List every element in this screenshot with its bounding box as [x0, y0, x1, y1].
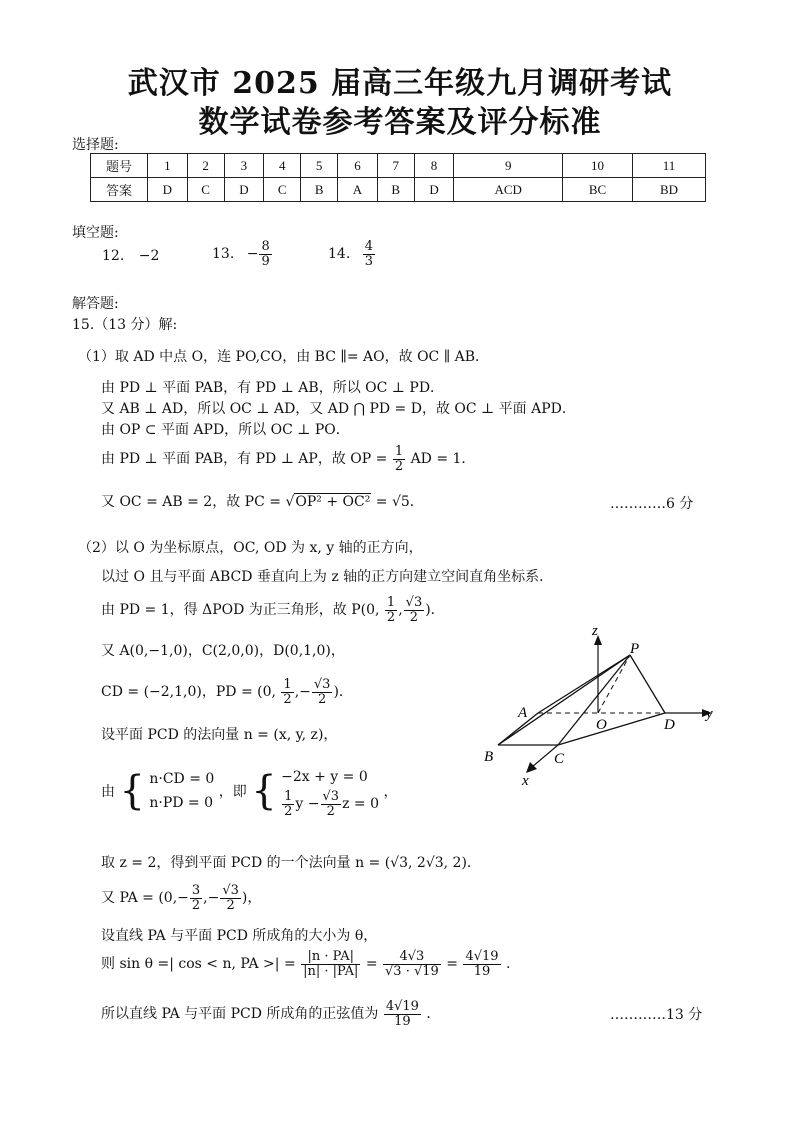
fraction-denominator: √3 · √19: [385, 963, 439, 979]
left-brace: {: [251, 768, 277, 815]
question-number: 13.: [212, 246, 235, 263]
fraction-numerator: 4√3: [383, 950, 441, 965]
text-segment: CD = (−2,1,0)，PD = (0,: [101, 684, 276, 701]
text-segment: ．: [426, 1006, 441, 1023]
fraction-denominator: 2: [326, 803, 335, 819]
figure-label-b: B: [484, 749, 494, 765]
system-b: [281, 764, 379, 818]
answer-cell: D: [148, 178, 188, 202]
fill-section-label: 填空题:: [72, 225, 119, 241]
answer-table: [90, 153, 706, 202]
answer-cell: C: [187, 178, 224, 202]
text-segment: 所以直线 PA 与平面 PCD 所成角的正弦值为: [101, 1006, 379, 1023]
fraction-numerator: 4: [364, 239, 373, 254]
fraction-denominator: 2: [386, 609, 396, 625]
text-segment: )．: [333, 684, 353, 701]
fraction: [383, 950, 441, 978]
fraction: [385, 596, 397, 624]
fraction: [281, 678, 293, 706]
fraction-numerator: √3: [222, 883, 239, 898]
fill-answer-13: [212, 240, 273, 268]
fraction-numerator: 4√19: [385, 999, 419, 1014]
answer-cell: D: [414, 178, 454, 202]
part2-line: [101, 884, 261, 912]
answer-cell: A: [338, 178, 378, 202]
part1-line: 由 OP ⊂ 平面 APD，所以 OC ⊥ PO．: [101, 422, 350, 438]
question-number: 12.: [102, 248, 125, 264]
choice-section-label: 选择题:: [72, 137, 119, 153]
question-cell: 3: [224, 154, 264, 178]
part1-line: [101, 445, 475, 473]
equation-system: [101, 764, 397, 818]
figure-label-x: x: [522, 773, 529, 789]
equals-sign: =: [365, 956, 378, 973]
fraction: [463, 950, 500, 978]
fraction-denominator: 9: [261, 253, 270, 269]
text-segment: 又 OC = AB = 2，故 PC =: [101, 494, 281, 510]
system-a: [149, 767, 214, 815]
table-row: [91, 178, 706, 202]
figure-label-z: z: [592, 623, 598, 639]
part2-line: 取 z = 2，得到平面 PCD 的一个法向量 n = (√3, 2√3, 2)．: [101, 855, 481, 871]
radical-sign: √: [285, 494, 295, 510]
equation: n·CD = 0: [149, 771, 215, 788]
text-segment: 则 sin θ =| cos < n, PA >| =: [101, 956, 296, 973]
answer-fraction: [259, 240, 271, 268]
text-segment: AD = 1．: [410, 451, 476, 468]
part2-line: 设平面 PCD 的法向量 n = (x, y, z)，: [101, 727, 338, 743]
part2-line: 设直线 PA 与平面 PCD 所成角的大小为 θ，: [101, 928, 378, 944]
text-segment: = √5．: [375, 494, 424, 510]
fraction: [393, 445, 405, 473]
fraction-numerator: √3: [322, 789, 340, 804]
part1-line: 又 AB ⊥ AD，所以 OC ⊥ AD，又 AD ⋂ PD = D，故 OC ⊥ 平面 APD．: [101, 401, 576, 417]
figure-label-y: y: [706, 706, 713, 722]
text-segment: )，: [241, 890, 262, 907]
fraction-denominator: |n| · |PA|: [303, 963, 359, 979]
fraction: [384, 1000, 421, 1028]
answer-cell: D: [224, 178, 264, 202]
part2-line: （2）以 O 为坐标原点，OC, OD 为 x, y 轴的正方向，: [78, 540, 423, 556]
question-cell: 5: [301, 154, 338, 178]
fraction: [321, 790, 342, 818]
equation: [281, 790, 379, 818]
fraction-numerator: 1: [386, 595, 396, 610]
answer-cell: C: [264, 178, 301, 202]
fraction: [404, 596, 425, 624]
part2-line: [101, 678, 353, 706]
table-row: [91, 154, 706, 178]
part2-line: [101, 596, 445, 624]
answer-cell: BD: [633, 178, 706, 202]
geometry-figure: [470, 615, 730, 790]
fraction-numerator: 1: [394, 444, 404, 459]
fraction: [301, 950, 360, 978]
text-segment: ，即: [218, 784, 247, 801]
fraction-denominator: 3: [364, 253, 373, 269]
part1-line: [101, 491, 424, 511]
score-marker: …………6 分: [610, 496, 694, 512]
fraction-denominator: 19: [473, 963, 491, 979]
question-cell: 9: [454, 154, 563, 178]
fill-answer-12: [102, 248, 159, 264]
question-cell: 1: [148, 154, 188, 178]
edge-pd: [630, 655, 665, 713]
fraction-denominator: 2: [318, 691, 327, 707]
page-subtitle: 数学试卷参考答案及评分标准: [198, 105, 602, 140]
table-header-cell: 答案: [91, 178, 148, 202]
question-cell: 8: [414, 154, 454, 178]
fraction-denominator: 2: [409, 609, 419, 625]
fraction-denominator: 19: [394, 1013, 411, 1029]
equation: n·PD = 0: [149, 795, 214, 812]
equation: −2x + y = 0: [281, 769, 368, 785]
text-segment: .: [506, 956, 511, 973]
question-cell: 6: [338, 154, 378, 178]
part2-line: [101, 950, 510, 978]
question-cell: 4: [264, 154, 301, 178]
text-segment: z = 0: [342, 796, 379, 813]
hidden-edge-po: [598, 655, 630, 713]
text-segment: ,−: [294, 684, 311, 701]
fraction-denominator: 2: [191, 897, 201, 913]
answer-cell: BC: [563, 178, 633, 202]
question-cell: 7: [377, 154, 414, 178]
edge-cd: [558, 713, 665, 745]
score-marker: …………13 分: [610, 1007, 703, 1023]
left-brace: {: [119, 768, 145, 815]
equals-sign: =: [446, 956, 458, 973]
answer-fraction: [363, 240, 375, 268]
fraction-denominator: 2: [284, 803, 293, 819]
text-segment: ,−: [203, 890, 220, 907]
part1-line: （1）取 AD 中点 O，连 PO,CO，由 BC ∥= AO，故 OC ∥ AB．: [78, 349, 490, 365]
question-15-header: 15.（13 分）解:: [72, 317, 178, 333]
question-cell: 11: [633, 154, 706, 178]
text-segment: 由 PD = 1，得 ΔPOD 为正三角形，故 P(0,: [101, 602, 380, 619]
fraction-numerator: 8: [261, 239, 270, 254]
edge-pc: [558, 655, 630, 745]
fraction: [220, 884, 241, 912]
fraction: [282, 790, 294, 818]
fraction-numerator: 4√19: [465, 949, 499, 964]
part2-line: 以过 O 且与平面 ABCD 垂直向上为 z 轴的正方向建立空间直角坐标系．: [101, 569, 554, 585]
fraction: [190, 884, 202, 912]
fill-answer-14: [328, 240, 376, 268]
fraction-numerator: 3: [191, 883, 201, 898]
part2-line: 又 A(0,−1,0)，C(2,0,0)，D(0,1,0)，: [101, 643, 345, 659]
figure-label-o: O: [596, 717, 607, 733]
fraction: [312, 678, 333, 706]
text-segment: 又 PA = (0,−: [101, 890, 189, 907]
figure-label-a: A: [518, 705, 528, 721]
text-segment: )．: [425, 602, 445, 619]
figure-label-p: P: [630, 641, 640, 657]
fraction-denominator: 2: [226, 897, 235, 913]
page-title: 武汉市 2025 届高三年级九月调研考试: [127, 66, 673, 101]
figure-label-d: D: [664, 717, 675, 733]
part1-line: 由 PD ⊥ 平面 PAB，有 PD ⊥ AB，所以 OC ⊥ PD．: [101, 380, 445, 396]
table-header-cell: 题号: [91, 154, 148, 178]
text-segment: y −: [295, 796, 320, 813]
fraction-numerator: 1: [283, 677, 292, 692]
answer-sign: −: [246, 246, 259, 263]
figure-label-c: C: [554, 751, 565, 767]
fraction-numerator: |n · PA|: [301, 950, 360, 965]
radicand: OP² + OC²: [295, 494, 371, 510]
fraction-numerator: √3: [405, 595, 423, 610]
solve-section-label: 解答题:: [72, 296, 119, 312]
fraction-denominator: 2: [394, 458, 404, 474]
part2-line: [101, 1000, 440, 1028]
answer-cell: B: [301, 178, 338, 202]
question-cell: 2: [187, 154, 224, 178]
answer-value: −2: [138, 248, 160, 264]
text-segment: 由: [101, 784, 115, 801]
edge-pb: [498, 655, 630, 745]
fraction-denominator: 2: [283, 691, 292, 707]
answer-cell: B: [377, 178, 414, 202]
question-cell: 10: [563, 154, 633, 178]
answer-cell: ACD: [454, 178, 563, 202]
question-number: 14.: [328, 246, 351, 263]
fraction-numerator: 1: [284, 789, 293, 804]
fraction-numerator: √3: [313, 677, 331, 692]
text-segment: ,: [398, 602, 403, 619]
text-segment: ，: [383, 784, 398, 801]
text-segment: 由 PD ⊥ 平面 PAB，有 PD ⊥ AP，故 OP =: [101, 451, 388, 468]
